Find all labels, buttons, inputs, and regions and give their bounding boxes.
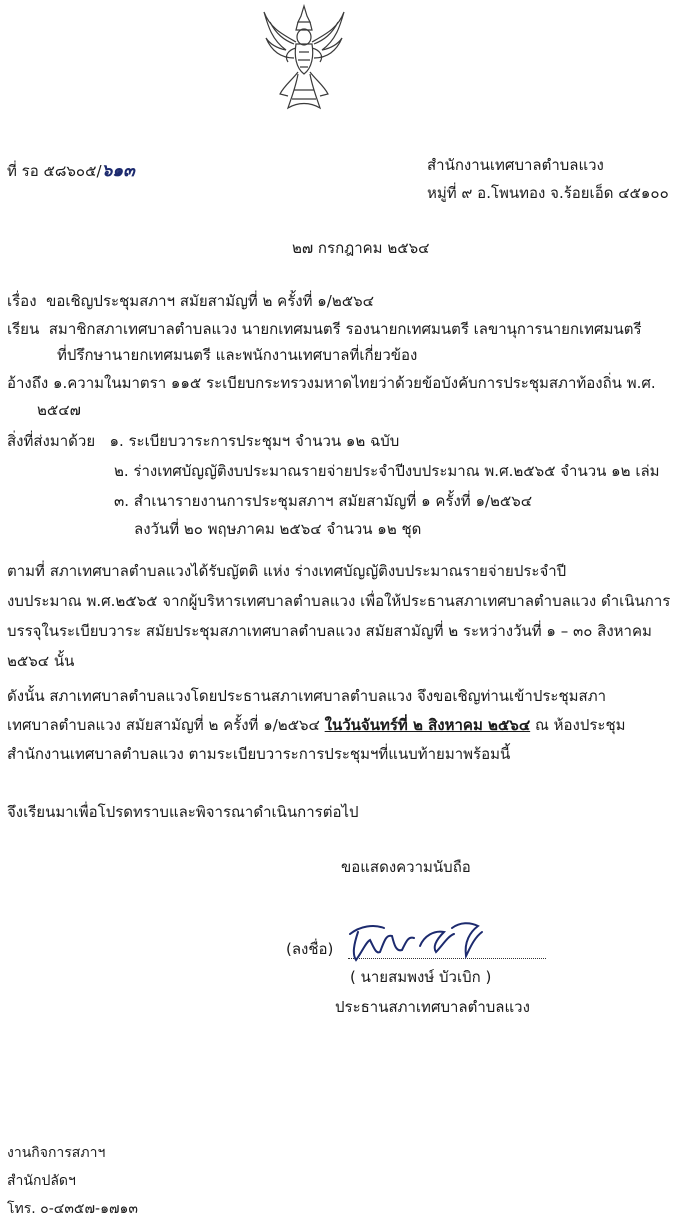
recipient-label: เรียน	[7, 320, 40, 338]
subject-text: ขอเชิญประชุมสภาฯ สมัยสามัญที่ ๒ ครั้งที่ ๑/๒๕๖๔	[46, 292, 374, 310]
recipient-line	[7, 320, 642, 340]
office-address: หมู่ที่ ๙ อ.โพนทอง จ.ร้อยเอ็ด ๔๕๑๐๐	[427, 184, 669, 202]
body-paragraph-line	[7, 716, 693, 736]
office-name: สำนักงานเทศบาลตำบลแวง	[427, 156, 604, 174]
meeting-date-emphasis: ในวันจันทร์ที่ ๒ สิงหาคม ๒๕๖๔	[324, 716, 531, 734]
body-paragraph-line: ตามที่ สภาเทศบาลตำบลแวงได้รับญัตติ แห่ง ร่างเทศบัญญัติงบประมาณรายจ่ายประจำปี	[7, 562, 567, 580]
body-paragraph-line: งบประมาณ พ.ศ.๒๕๖๕ จากผู้บริหารเทศบาลตำบลแวง เพื่อให้ประธานสภาเทศบาลตำบลแวง ดำเนินการ	[7, 592, 671, 610]
salutation: ขอแสดงความนับถือ	[341, 858, 471, 876]
signatory-position: ประธานสภาเทศบาลตำบลแวง	[335, 998, 530, 1016]
reference-number-handwritten: ๖๑๓	[101, 161, 135, 181]
subject-line	[7, 292, 374, 312]
garuda-emblem-icon	[262, 4, 346, 112]
footer-department: งานกิจการสภาฯ	[7, 1145, 106, 1161]
closing-line: จึงเรียนมาเพื่อโปรดทราบและพิจารณาดำเนินการต่อไป	[7, 803, 359, 821]
enclosure-item: ๓. สำเนารายงานการประชุมสภาฯ สมัยสามัญที่ ๑ ครั้งที่ ๑/๒๕๖๔	[114, 492, 533, 510]
signatory-name: ( นายสมพงษ์ บัวเบิก )	[350, 968, 492, 986]
footer-office: สำนักปลัดฯ	[7, 1173, 76, 1189]
reference-text-2: ๒๕๔๗	[37, 401, 81, 419]
reference-label: อ้างถึง	[7, 374, 49, 392]
handwritten-signature	[340, 912, 490, 964]
meeting-location: ณ ห้องประชุม	[530, 716, 626, 734]
body-paragraph-line: บรรจุในระเบียบวาระ สมัยประชุมสภาเทศบาลตำบลแวง สมัยสามัญที่ ๒ ระหว่างวันที่ ๑ – ๓๐ สิงหาคม	[7, 622, 652, 640]
footer-phone: โทร. ๐-๔๓๕๗-๑๗๑๓	[7, 1201, 138, 1217]
reference-line	[7, 374, 656, 394]
enclosure-item: ลงวันที่ ๒๐ พฤษภาคม ๒๕๖๔ จำนวน ๑๒ ชุด	[134, 520, 422, 538]
enclosure-item: ๑. ระเบียบวาระการประชุมฯ จำนวน ๑๒ ฉบับ	[109, 432, 400, 450]
recipient-text-2: ที่ปรึกษานายกเทศมนตรี และพนักงานเทศบาลที่เกี่ยวข้อง	[57, 346, 418, 364]
reference-number-printed: ที่ รอ ๕๘๖๐๕/	[7, 162, 102, 180]
sign-label: (ลงชื่อ)	[286, 940, 334, 958]
body-paragraph-line: ดังนั้น สภาเทศบาลตำบลแวงโดยประธานสภาเทศบาลตำบลแวง จึงขอเชิญท่านเข้าประชุมสภา	[7, 687, 607, 705]
letter-date: ๒๗ กรกฎาคม ๒๕๖๔	[292, 239, 430, 257]
enclosures-line	[7, 432, 399, 452]
body-paragraph-line: สำนักงานเทศบาลตำบลแวง ตามระเบียบวาระการประชุมฯที่แนบท้ายมาพร้อมนี้	[7, 745, 511, 763]
enclosures-label: สิ่งที่ส่งมาด้วย	[7, 432, 96, 450]
recipient-text-1: สมาชิกสภาเทศบาลตำบลแวง นายกเทศมนตรี รองนายกเทศมนตรี เลขานุการนายกเทศมนตรี	[48, 320, 642, 338]
meeting-details: เทศบาลตำบลแวง สมัยสามัญที่ ๒ ครั้งที่ ๑/๒๕๖๔	[7, 716, 325, 734]
enclosure-item: ๒. ร่างเทศบัญญัติงบประมาณรายจ่ายประจำปีงบประมาณ พ.ศ.๒๕๖๕ จำนวน ๑๒ เล่ม	[114, 462, 660, 480]
subject-label: เรื่อง	[7, 292, 37, 310]
reference-text-1: ๑.ความในมาตรา ๑๑๕ ระเบียบกระทรวงมหาดไทยว่าด้วยข้อบังคับการประชุมสภาท้องถิ่น พ.ศ.	[52, 374, 656, 392]
body-paragraph-line: ๒๕๖๔ นั้น	[7, 652, 75, 670]
reference-number	[7, 160, 135, 182]
